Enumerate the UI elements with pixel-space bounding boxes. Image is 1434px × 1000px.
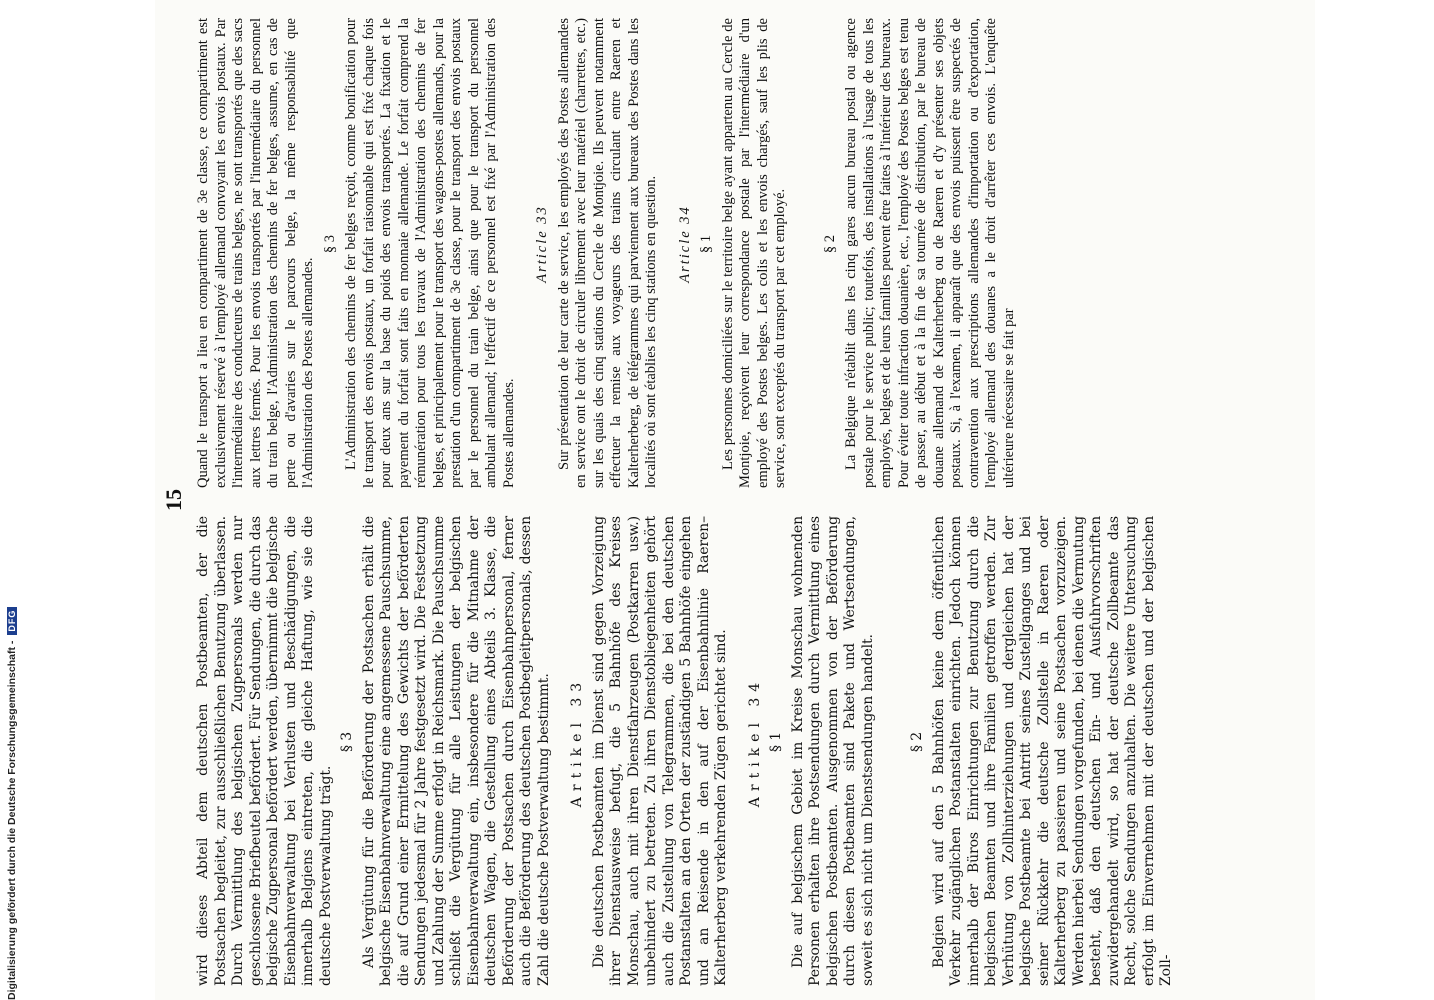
page-number: 15 [161, 489, 186, 511]
digitization-footer [6, 10, 20, 1000]
french-section-2-heading: § 2 [821, 234, 838, 254]
french-article-34-heading: Article 34 [676, 205, 693, 283]
dfg-logo: DFG [7, 607, 17, 635]
german-section-3-heading: § 3 [339, 731, 355, 753]
french-section-3-heading: § 3 [321, 234, 338, 254]
footer-credit-text: Digitalisierung gefördert durch die Deutsche Forschungsgemeinschaft - [6, 640, 18, 1000]
german-paragraph-4: Die auf belgischem Gebiet im Kreise Monschau wohnenden Personen erhalten ihre Postsendungen durch Vermittlung eines belgischen Postbeamten. Ausgenommen von der Beförderung durch diesen Postbeamten sind Pakete und Wertsendungen, soweit es sich nicht um Dienstsendungen handelt. [789, 516, 876, 986]
german-column [195, 516, 1180, 986]
french-paragraph-3: Sur présentation de leur carte de service, les employés des Postes allemandes en service ont le droit de circuler librement avec leur matériel (charrettes, etc.) sur les quais des cinq stations du Cercle de Montjoie. Ils peuvent notamment effectuer la remise aux voyageurs des trains circulant entre Raeren et Kalterherberg, de télégrammes qui parviennent aux bureaux des Postes dans les localités où sont établies les cinq stations en question. [555, 18, 659, 488]
german-section-2-heading: § 2 [909, 731, 925, 753]
german-article-33-heading: Artikel 33 [569, 676, 585, 808]
french-section-1-heading: § 1 [698, 234, 714, 254]
german-article-34-heading: Artikel 34 [746, 676, 763, 808]
french-paragraph-4: Les personnes domiciliées sur le territoire belge ayant appartenu au Cercle de Montjoie, reçoivent leur correspondance postale par l'intermédiaire d'un employé des Postes belges. Les colis et les envois chargés, sauf les plis de service, sont exceptés du transport par cet employé. [719, 18, 788, 488]
french-paragraph-2: L'Administration des chemins de fer belges reçoit, comme bonification pour le transport des envois postaux, un forfait raisonnable qui est fixé chaque fois pour deux ans sur la base du poids des envois transportés. La fixation et le payement du forfait sont faits en monnaie allemande. Le forfait comprend la rémunération pour tous les travaux de l'Administration des chemins de fer belges, et principalement pour le transport des wagons-postes allemands, pour la prestation d'un compartiment de 3e classe, pour le transport des envois postaux par le personnel du train belge, ainsi que pour le transport du personnel ambulant allemand; l'effectif de ce personnel est fixé par l'Administration des Postes allemandes. [343, 18, 517, 488]
german-paragraph-3: Die deutschen Postbeamten im Dienst sind gegen Vorzeigung ihrer Dienstausweise befugt, die 5 Bahnhöfe des Kreises Monschau, auch mit ihren Dienstfahrzeugen (Postkarren usw.) unbehindert zu betreten. Zu ihren Dienstobliegenheiten gehört auch die Zustellung von Telegrammen, die bei den deutschen Postanstalten an den Orten der zuständigen 5 Bahnhöfe eingehen und an Reisende in den auf der Eisenbahnlinie Raeren–Kalterherberg verkehrenden Zügen gerichtet sind. [590, 516, 729, 986]
german-paragraph-1: wird dieses Abteil dem deutschen Postbeamten, der die Postsachen begleitet, zur ausschließlichen Benutzung überlassen. Durch Vermittlung des belgischen Zugpersonals werden nur geschlossene Briefbeutel befördert. Für Sendungen, die durch das belgische Zugpersonal befördert werden, übernimmt die belgische Eisenbahnverwaltung bei Verlusten und Beschädigungen, die innerhalb Belgiens eintreten, die gleiche Haftung, wie sie die deutsche Postverwaltung trägt. [195, 516, 334, 986]
german-section-1-heading: § 1 [768, 731, 784, 753]
french-paragraph-1: Quand le transport a lieu en compartiment de 3e classe, ce compartiment est exclusivement réservé à l'employé allemand convoyant les envois postaux. Par l'intermédiaire des conducteurs de trains belges, ne sont transportés que des sacs aux lettres fermés. Pour les envois transportés par l'intermédiaire du personnel du train belge, l'Administration des chemins de fer belges, assume, en cas de perte ou d'avaries sur le parcours belge, la même responsabilité que l'Administration des Postes allemandes. [195, 18, 316, 488]
french-column [195, 18, 1022, 488]
german-paragraph-2: Als Vergütung für die Beförderung der Postsachen erhält die belgische Eisenbahnverwaltung eine angemessene Pauschsumme, die auf Grund einer Ermittelung des Gewichts der beförderten Sendungen jedesmal für 2 Jahre festgesetzt wird. Die Festsetzung und Zahlung der Summe erfolgt in Reichsmark. Die Pauschsumme schließt die Vergütung für alle Leistungen der belgischen Eisenbahnverwaltung ein, insbesondere für die Mitnahme der deutschen Wagen, die Gestellung eines Abteils 3. Klasse, die Beförderung der Postsachen durch Eisenbahnpersonal, ferner auch die Beförderung des deutschen Postbegleitpersonals, dessen Zahl die deutsche Postverwaltung bestimmt. [360, 516, 552, 986]
german-paragraph-5: Belgien wird auf den 5 Bahnhöfen keine dem öffentlichen Verkehr zugänglichen Postanstalten einrichten. Jedoch können innerhalb der Büros Einrichtungen zur Benutzung durch die belgischen Beamten und ihre Familien getroffen werden. Zur Verhütung von Zollhinterziehungen und dergleichen hat der belgische Postbeamte bei Antritt seines Zustellganges und bei seiner Rückkehr die deutsche Zollstelle in Raeren oder Kalterherberg zu passieren und seine Postsachen vorzuzeigen. Werden hierbei Sendungen vorgefunden, bei denen die Vermutung besteht, daß den deutschen Ein- und Ausfuhrvorschriften zuwidergehandelt wird, so hat der deutsche Zollbeamte das Recht, solche Sendungen anzuhalten. Die weitere Untersuchung erfolgt im Einvernehmen mit der deutschen und der belgischen Zoll- [930, 516, 1174, 986]
rotated-document-page [155, 0, 1315, 1000]
french-article-33-heading: Article 33 [534, 205, 550, 283]
french-paragraph-5: La Belgique n'établit dans les cinq gares aucun bureau postal ou agence postale pour le service public; toutefois, des installations à l'usage de tous les employés, belges et de leurs familles peuvent être faites à l'intérieur des bureaux. Pour éviter toute infraction douanière, etc., l'employé des Postes belges est tenu de passer, au début et à la fin de sa tournée de distribution, par le bureau de douane allemand de Kalterherberg ou de Raeren et d'y présenter ses objets postaux. Si, à l'examen, il apparaît que des envois puissent être suspectés de contravention aux prescriptions allemandes d'importation ou d'exportation, l'employé allemand des douanes a le droit d'arrêter ces envois. L'enquête ultérieure nécessaire se fait par [843, 18, 1017, 488]
